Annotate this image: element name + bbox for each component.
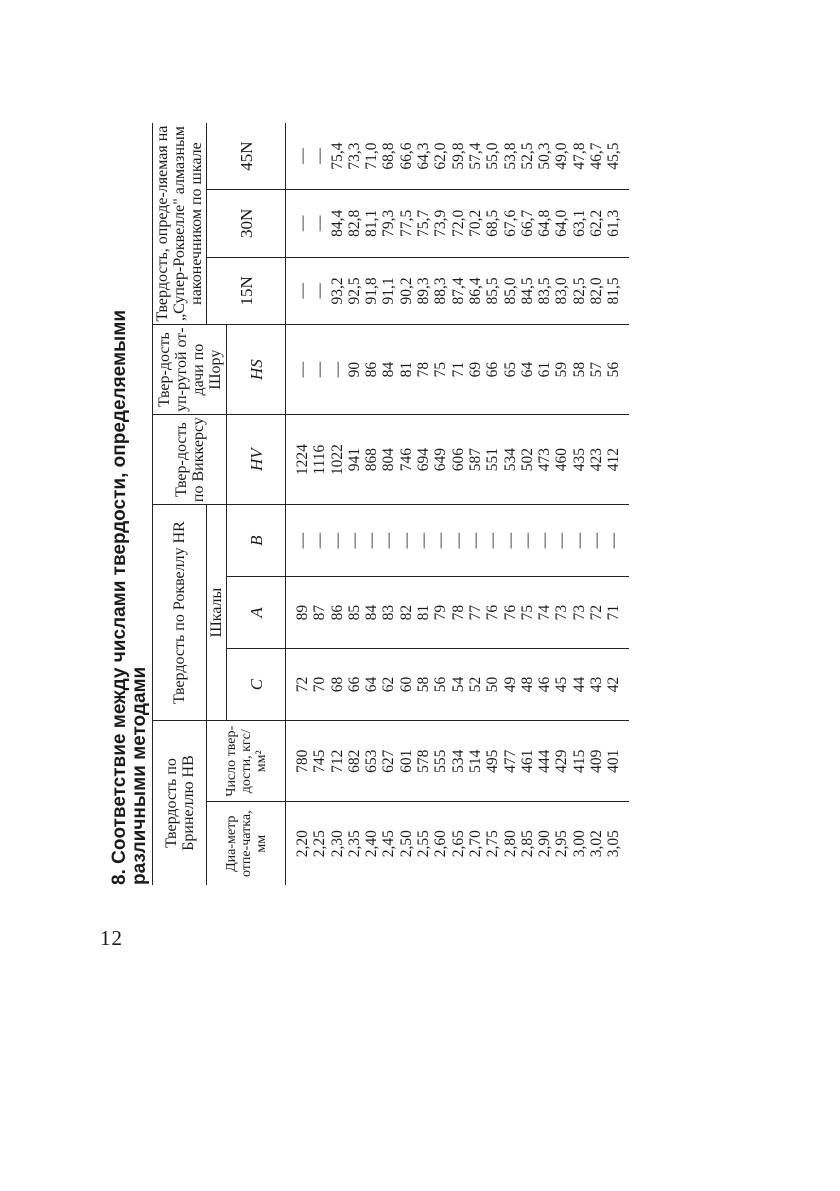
header-scale-b: B [227, 505, 286, 577]
cell-n45: 64,3 [415, 142, 433, 170]
cell-diameter: 2,50 [397, 830, 415, 858]
cell-n30: 81,1 [363, 209, 381, 237]
cell-hv: 460 [553, 448, 571, 472]
cell-n15: 92,5 [345, 277, 363, 305]
cell-hrb: — [380, 532, 398, 549]
cell-hv: 502 [518, 448, 536, 472]
cell-hrc: 48 [518, 676, 536, 693]
cell-diameter: 2,85 [518, 830, 536, 858]
cell-diameter: 2,95 [553, 830, 571, 858]
cell-diameter: 2,60 [432, 830, 450, 858]
cell-hb: 578 [415, 749, 433, 773]
cell-hra: 74 [536, 604, 554, 621]
cell-hb: 401 [605, 749, 623, 773]
cell-n30: 62,2 [588, 209, 606, 237]
cell-hs: 78 [415, 361, 433, 378]
table-body-row [286, 123, 629, 885]
cell-n15: 87,4 [449, 277, 467, 305]
cell-hb: 534 [449, 749, 467, 773]
rotated-table-block [110, 95, 730, 885]
cell-hb: 653 [363, 749, 381, 773]
cell-hb: 461 [518, 749, 536, 773]
cell-hra: 83 [380, 604, 398, 621]
cell-hra: 87 [311, 604, 329, 621]
cell-diameter: 3,00 [570, 830, 588, 858]
cell-hrb: — [363, 532, 381, 549]
cell-hrc: 60 [397, 676, 415, 693]
cell-n15: 85,5 [484, 277, 502, 305]
cell-hrc: 64 [363, 676, 381, 693]
column-hb [286, 721, 629, 802]
cell-hv: 804 [380, 448, 398, 472]
cell-n45: 71,0 [363, 142, 381, 170]
cell-diameter: 3,05 [605, 830, 623, 858]
cell-hrc: 44 [570, 676, 588, 693]
cell-hs: 71 [449, 361, 467, 378]
cell-n30: 79,3 [380, 209, 398, 237]
cell-diameter: 3,02 [588, 830, 606, 858]
cell-n15: 83,5 [536, 277, 554, 305]
cell-hb: 682 [345, 749, 363, 773]
cell-n45: 52,5 [518, 142, 536, 170]
cell-hra: 76 [484, 604, 502, 621]
cell-n45: 59,8 [449, 142, 467, 170]
cell-hrb: — [484, 532, 502, 549]
column-30n [286, 190, 629, 258]
cell-hv: 435 [570, 448, 588, 472]
cell-hv: 1116 [311, 444, 329, 475]
cell-hrb: — [501, 532, 519, 549]
cell-hv: 606 [449, 448, 467, 472]
header-scale-c: C [227, 649, 286, 721]
cell-hs: 86 [363, 361, 381, 378]
cell-diameter: 2,40 [363, 830, 381, 858]
cell-hrb: — [345, 532, 363, 549]
header-45n: 45N [207, 123, 286, 190]
cell-hra: 85 [345, 604, 363, 621]
header-hardness-number: Число твер-дости, кгс/мм² [207, 721, 286, 802]
table-caption-line-1: 8. Соответствие между числами твердости, определяемыми [109, 309, 130, 885]
cell-diameter: 2,55 [415, 830, 433, 858]
cell-n15: 86,4 [466, 277, 484, 305]
cell-n30: 64,0 [553, 209, 571, 237]
cell-n30: — [294, 215, 311, 232]
cell-n30: 68,5 [484, 209, 502, 237]
cell-hb: 429 [553, 749, 571, 773]
cell-n45: 66,6 [397, 142, 415, 170]
cell-n30: 64,8 [536, 209, 554, 237]
column-45n [286, 123, 629, 190]
cell-hs: 58 [570, 361, 588, 378]
cell-n30: 70,2 [466, 209, 484, 237]
cell-n30: 77,5 [397, 209, 415, 237]
page-number: 12 [100, 926, 123, 950]
cell-n30: — [311, 215, 329, 232]
cell-hrb: — [588, 532, 606, 549]
header-15n: 15N [207, 257, 286, 325]
cell-n15: 84,5 [518, 277, 536, 305]
cell-hrc: 70 [311, 676, 329, 693]
cell-hrc: 54 [449, 676, 467, 693]
cell-hs: 75 [432, 361, 450, 378]
cell-hrb: — [518, 532, 536, 549]
cell-hb: 712 [328, 749, 346, 773]
header-hs: HS [227, 325, 286, 415]
cell-diameter: 2,90 [536, 830, 554, 858]
cell-hra: 81 [415, 604, 433, 621]
cell-hb: 444 [536, 749, 554, 773]
cell-hs: 57 [588, 361, 606, 378]
cell-diameter: 2,65 [449, 830, 467, 858]
cell-n15: — [294, 283, 311, 299]
cell-hra: 73 [570, 604, 588, 621]
header-brinell: Твердость по Бринеллю HB [153, 721, 207, 886]
cell-n15: 89,3 [415, 277, 433, 305]
cell-hra: 82 [397, 604, 415, 621]
cell-n45: 68,8 [380, 142, 398, 170]
cell-hv: 551 [484, 448, 502, 472]
cell-n30: 82,8 [345, 209, 363, 237]
cell-hs: 81 [397, 361, 415, 378]
cell-n45: 62,0 [432, 142, 450, 170]
cell-diameter: 2,35 [345, 830, 363, 858]
cell-hra: 78 [449, 604, 467, 621]
cell-hrb: — [294, 532, 311, 549]
cell-n45: 50,3 [536, 142, 554, 170]
cell-hrb: — [449, 532, 467, 549]
cell-n45: 46,7 [588, 142, 606, 170]
cell-n45: 47,8 [570, 142, 588, 170]
cell-n45: 73,3 [345, 142, 363, 170]
cell-hrc: 68 [328, 676, 346, 693]
cell-hs: — [311, 361, 329, 378]
cell-hra: 73 [553, 604, 571, 621]
cell-diameter: 2,80 [501, 830, 519, 858]
cell-hs: 64 [518, 361, 536, 378]
table-caption [110, 95, 150, 885]
header-hv: HV [227, 415, 286, 505]
cell-hrc: 42 [605, 676, 623, 693]
cell-n15: 90,2 [397, 277, 415, 305]
cell-hra: 75 [518, 604, 536, 621]
cell-hra: 76 [501, 604, 519, 621]
cell-hb: 745 [311, 749, 329, 773]
cell-n15: 91,1 [380, 277, 398, 305]
column-15n [286, 257, 629, 325]
cell-hs: 69 [466, 361, 484, 378]
cell-hb: 409 [588, 749, 606, 773]
header-scale-a: A [227, 577, 286, 649]
cell-n15: — [311, 283, 329, 299]
cell-n15: 83,0 [553, 277, 571, 305]
cell-hv: 587 [466, 448, 484, 472]
cell-hrc: 52 [466, 676, 484, 693]
cell-hrb: — [415, 532, 433, 549]
cell-hv: 1224 [294, 444, 311, 476]
cell-n15: 88,3 [432, 277, 450, 305]
cell-hrc: 45 [553, 676, 571, 693]
hardness-conversion-table [152, 123, 629, 885]
cell-n30: 75,7 [415, 209, 433, 237]
cell-hb: 495 [484, 749, 502, 773]
cell-hrc: 43 [588, 676, 606, 693]
cell-hb: 555 [432, 749, 450, 773]
cell-n45: 53,8 [501, 142, 519, 170]
cell-hv: 746 [397, 448, 415, 472]
cell-hs: 66 [484, 361, 502, 378]
cell-hs: 59 [553, 361, 571, 378]
cell-hrc: 72 [294, 676, 311, 693]
cell-hv: 534 [501, 448, 519, 472]
header-superrockwell: Твердость, опреде-ляемая на „Супер-Роквелле" алмазным наконечником по шкале [153, 123, 207, 325]
cell-hs: 56 [605, 361, 623, 378]
cell-hs: 84 [380, 361, 398, 378]
cell-hs: — [294, 361, 311, 378]
cell-hv: 694 [415, 448, 433, 472]
cell-hrc: 56 [432, 676, 450, 693]
cell-n15: 91,8 [363, 277, 381, 305]
cell-n30: 84,4 [328, 209, 346, 237]
cell-hv: 473 [536, 448, 554, 472]
column-hs [286, 325, 629, 415]
cell-hv: 423 [588, 448, 606, 472]
cell-n30: 66,7 [518, 209, 536, 237]
cell-n30: 67,6 [501, 209, 519, 237]
cell-hra: 71 [605, 604, 623, 621]
column-hv [286, 415, 629, 505]
cell-hrb: — [466, 532, 484, 549]
cell-n30: 73,9 [432, 209, 450, 237]
cell-diameter: 2,75 [484, 830, 502, 858]
cell-diameter: 2,20 [294, 830, 311, 858]
cell-hrc: 46 [536, 676, 554, 693]
cell-diameter: 2,30 [328, 830, 346, 858]
cell-n45: — [311, 148, 329, 164]
cell-n30: 72,0 [449, 209, 467, 237]
cell-hs: — [328, 361, 346, 378]
cell-n45: 75,4 [328, 142, 346, 170]
cell-hb: 415 [570, 749, 588, 773]
cell-hb: 477 [501, 749, 519, 773]
header-scales: Шкалы [207, 505, 227, 721]
cell-hb: 514 [466, 749, 484, 773]
cell-hrc: 66 [345, 676, 363, 693]
column-hra [286, 577, 629, 649]
cell-hra: 79 [432, 604, 450, 621]
cell-n30: 63,1 [570, 209, 588, 237]
cell-hv: 941 [345, 448, 363, 472]
cell-hra: 72 [588, 604, 606, 621]
cell-hrc: 58 [415, 676, 433, 693]
cell-n45: 57,4 [466, 142, 484, 170]
cell-diameter: 2,45 [380, 830, 398, 858]
header-vickers: Твер-дость по Виккерсу [153, 415, 227, 505]
cell-hra: 84 [363, 604, 381, 621]
cell-hrb: — [311, 532, 329, 549]
cell-hra: 86 [328, 604, 346, 621]
column-hrb [286, 505, 629, 577]
header-30n: 30N [207, 190, 286, 258]
cell-n15: 93,2 [328, 277, 346, 305]
cell-hb: 780 [294, 749, 311, 773]
cell-n15: 81,5 [605, 277, 623, 305]
cell-diameter: 2,70 [466, 830, 484, 858]
cell-hv: 1022 [328, 444, 346, 476]
column-hrc [286, 649, 629, 721]
cell-hb: 601 [397, 749, 415, 773]
cell-hrc: 49 [501, 676, 519, 693]
cell-n15: 82,0 [588, 277, 606, 305]
header-rockwell: Твердость по Роквеллу HR [153, 505, 207, 721]
cell-n15: 85,0 [501, 277, 519, 305]
cell-hrb: — [570, 532, 588, 549]
cell-hrb: — [432, 532, 450, 549]
cell-hrc: 50 [484, 676, 502, 693]
cell-hrc: 62 [380, 676, 398, 693]
cell-hs: 61 [536, 361, 554, 378]
cell-hrb: — [536, 532, 554, 549]
cell-hs: 65 [501, 361, 519, 378]
table-caption-line-2: различными методами [129, 666, 150, 885]
cell-hv: 412 [605, 448, 623, 472]
cell-hrb: — [328, 532, 346, 549]
cell-n45: 49,0 [553, 142, 571, 170]
cell-hrb: — [397, 532, 415, 549]
cell-n30: 61,3 [605, 209, 623, 237]
cell-hrb: — [553, 532, 571, 549]
column-diameter [286, 802, 629, 885]
cell-hs: 90 [345, 361, 363, 378]
cell-hv: 868 [363, 448, 381, 472]
cell-n45: — [294, 148, 311, 164]
cell-n45: 55,0 [484, 142, 502, 170]
header-shore: Твер-дость уп-ругой от-дачи по Шору [153, 325, 227, 415]
cell-hra: 89 [294, 604, 311, 621]
cell-diameter: 2,25 [311, 830, 329, 858]
cell-hrb: — [605, 532, 623, 549]
cell-n45: 45,5 [605, 142, 623, 170]
header-diameter: Диа-метр отпе-чатка, мм [207, 802, 286, 885]
cell-n15: 82,5 [570, 277, 588, 305]
cell-hb: 627 [380, 749, 398, 773]
cell-hv: 649 [432, 448, 450, 472]
cell-hra: 77 [466, 604, 484, 621]
